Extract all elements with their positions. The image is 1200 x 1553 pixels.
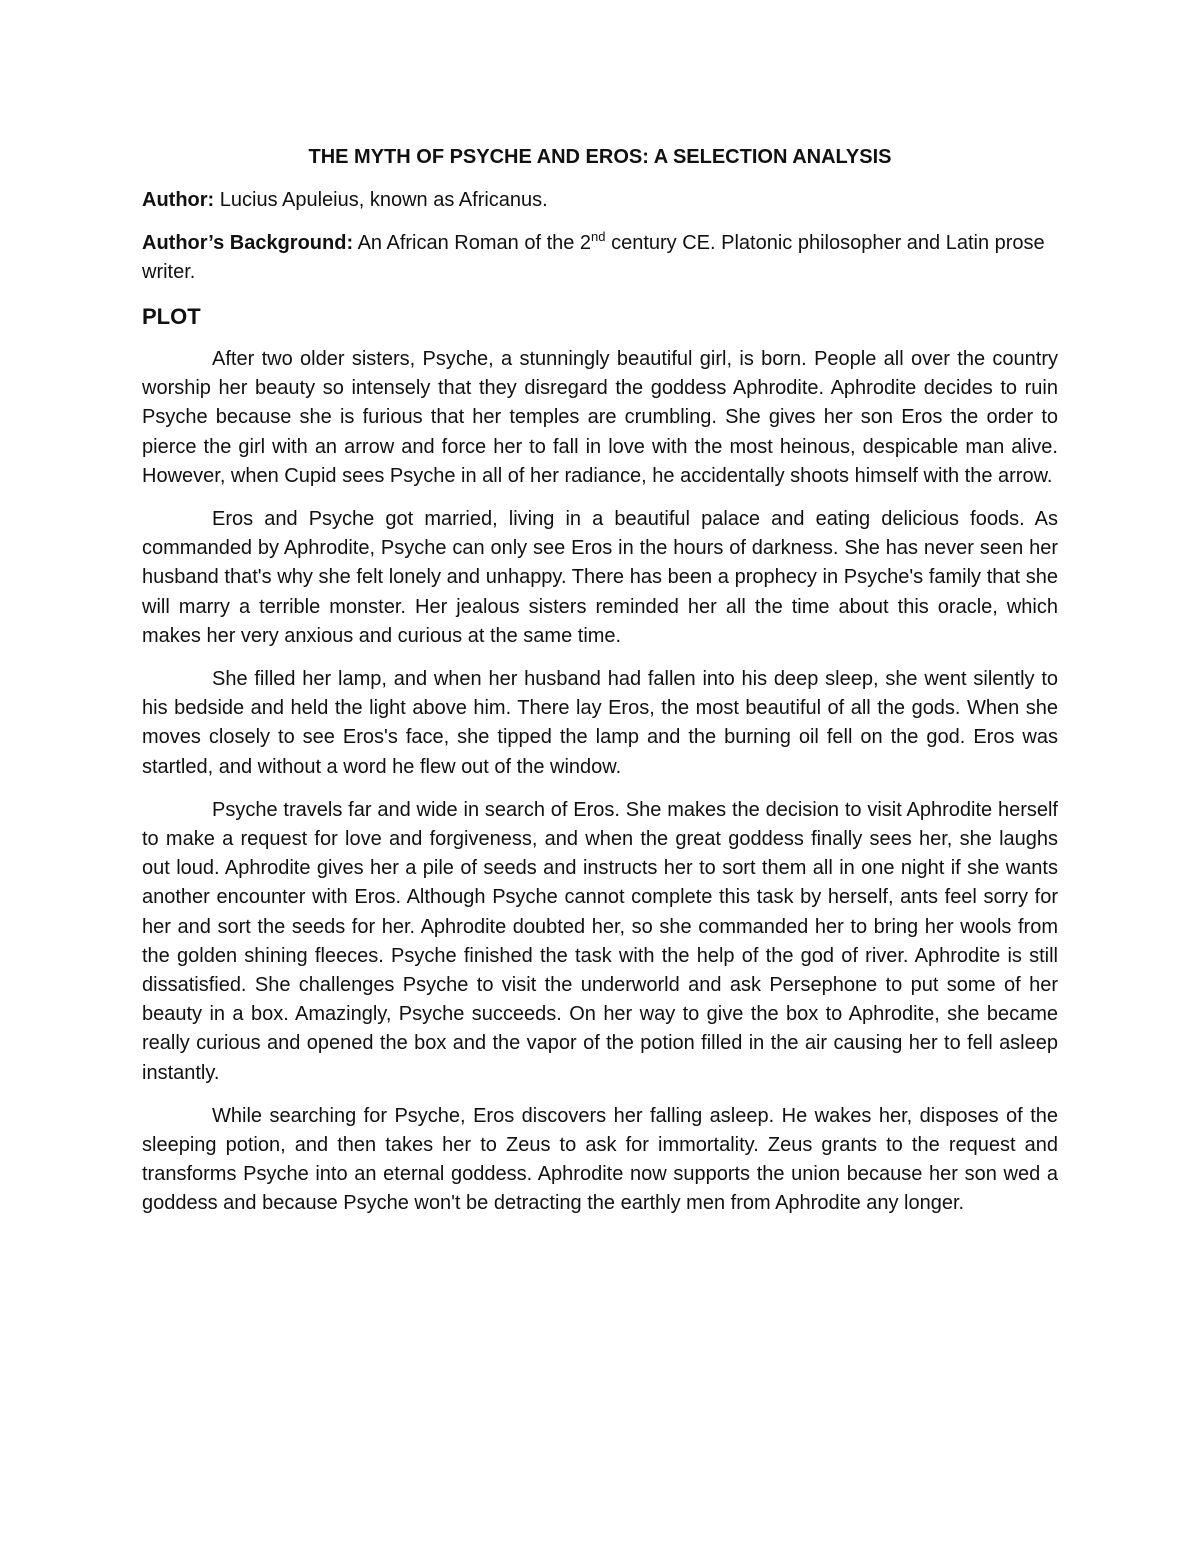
background-label: Author’s Background: xyxy=(142,232,354,254)
plot-paragraph: Psyche travels far and wide in search of Eros. She makes the decision to visit Aphrodite herself to make a request for love and forgiveness, and when the great goddess finally sees her, she laughs out loud. Aphrodite gives her a pile of seeds and instructs her to sort them all in one night if she wants another encounter with Eros. Although Psyche cannot complete this task by herself, ants feel sorry for her and sort the seeds for her. Aphrodite doubted her, so she commanded her to bring her wools from the golden shining fleeces. Psyche finished the task with the help of the god of river. Aphrodite is still dissatisfied. She challenges Psyche to visit the underworld and ask Persephone to put some of her beauty in a box. Amazingly, Psyche succeeds. On her way to give the box to Aphrodite, she became really curious and opened the box and the vapor of the potion filled in the air causing her to fell asleep instantly. xyxy=(142,798,1058,1084)
background-value-post: century CE. Platonic philosopher and Latin prose writer. xyxy=(142,232,1045,283)
plot-paragraph: While searching for Psyche, Eros discovers her falling asleep. He wakes her, disposes of the sleeping potion, and then takes her to Zeus to ask for immortality. Zeus grants to the request and transforms Psyche into an eternal goddess. Aphrodite now supports the union because her son wed a goddess and because Psyche won't be detracting the earthly men from Aphrodite any longer. xyxy=(142,1104,1058,1215)
author-background-line xyxy=(142,229,1058,287)
ordinal-superscript: nd xyxy=(591,229,606,244)
plot-heading: PLOT xyxy=(142,304,201,329)
author-value: Lucius Apuleius, known as Africanus. xyxy=(219,189,548,211)
document-title: THE MYTH OF PSYCHE AND EROS: A SELECTION ANALYSIS xyxy=(308,146,892,168)
plot-paragraph: Eros and Psyche got married, living in a beautiful palace and eating delicious foods. As commanded by Aphrodite, Psyche can only see Eros in the hours of darkness. She has never seen her husband that's why she felt lonely and unhappy. There has been a prophecy in Psyche's family that she will marry a terrible monster. Her jealous sisters reminded her all the time about this oracle, which makes her very anxious and curious at the same time. xyxy=(142,508,1058,647)
author-line xyxy=(142,186,1058,215)
author-label: Author: xyxy=(142,189,215,211)
plot-paragraph: After two older sisters, Psyche, a stunningly beautiful girl, is born. People all over the country worship her beauty so intensely that they disregard the goddess Aphrodite. Aphrodite decides to ruin Psyche because she is furious that her temples are crumbling. She gives her son Eros the order to pierce the girl with an arrow and force her to fall in love with the most heinous, despicable man alive. However, when Cupid sees Psyche in all of her radiance, he accidentally shoots himself with the arrow. xyxy=(142,348,1058,487)
background-value-pre: An African Roman of the 2 xyxy=(357,232,592,254)
plot-paragraph: She filled her lamp, and when her husband had fallen into his deep sleep, she went silently to his bedside and held the light above him. There lay Eros, the most beautiful of all the gods. When she moves closely to see Eros's face, she tipped the lamp and the burning oil fell on the god. Eros was startled, and without a word he flew out of the window. xyxy=(142,668,1058,778)
document-page xyxy=(142,140,1058,1233)
